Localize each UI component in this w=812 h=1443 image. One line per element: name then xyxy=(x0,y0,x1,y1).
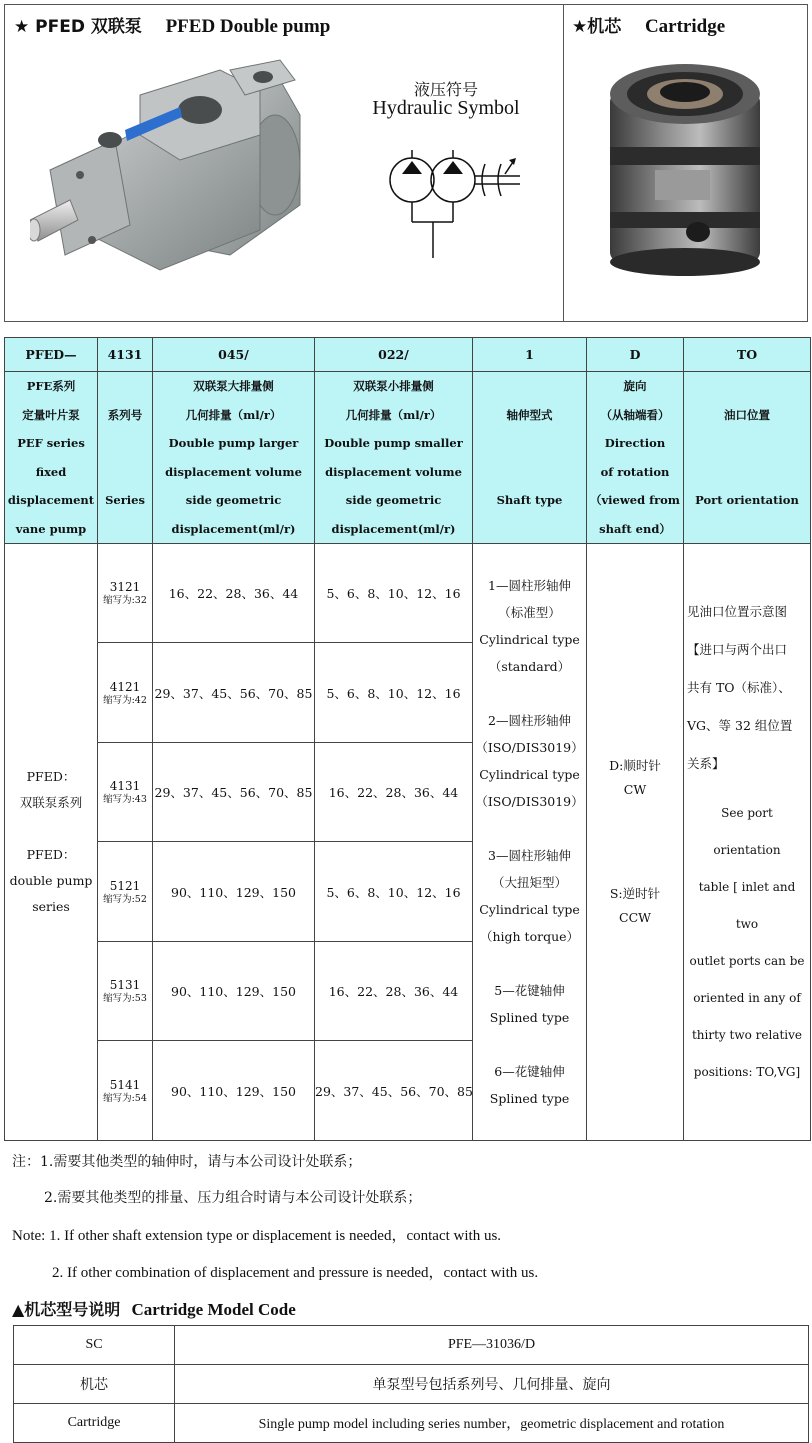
table-row xyxy=(14,1326,809,1365)
family-line: series xyxy=(32,899,70,914)
port-line: thirty two relative xyxy=(691,1028,803,1042)
shaft-type-cell xyxy=(473,544,587,1141)
top-divider xyxy=(563,4,564,322)
desc-line: side geometric xyxy=(185,493,282,507)
cartridge-row-label: Cartridge xyxy=(14,1404,175,1443)
spacer xyxy=(473,372,586,401)
shaft-line: Cylindrical type xyxy=(479,632,580,647)
port-line: 关系】 xyxy=(687,756,725,771)
desc-line: displacement volume xyxy=(165,464,302,479)
family-line: PFED： xyxy=(26,769,76,784)
shaft-line: （大扭矩型） xyxy=(491,875,567,890)
small-displacement-values: 5、6、8、10、12、16 xyxy=(315,643,473,743)
desc-line: 定量叶片泵 xyxy=(22,407,80,422)
series-abbr: 缩写为:42 xyxy=(103,694,147,706)
code-cell: 022/ xyxy=(315,338,473,372)
desc-line xyxy=(98,372,152,401)
desc-line: 几何排量（ml/r） xyxy=(185,407,282,422)
table-row xyxy=(14,1404,809,1443)
description-row xyxy=(5,372,811,544)
large-displacement-values: 90、110、129、150 xyxy=(153,942,315,1041)
note-cn-2: 2.需要其他类型的排量、压力组合时请与本公司设计处联系； xyxy=(44,1190,422,1206)
desc-series-number xyxy=(98,372,153,544)
desc-line: shaft end） xyxy=(599,521,671,536)
rotation-cw-cn: D:顺时针 xyxy=(609,758,661,773)
spacer xyxy=(473,429,586,486)
cartridge-model-title xyxy=(12,1297,296,1320)
pfed-spec-table xyxy=(4,337,811,1141)
desc-shaft-type xyxy=(473,372,587,544)
desc-line: side geometric xyxy=(345,493,442,507)
series-number: 4121 xyxy=(109,679,141,694)
double-pump-image xyxy=(30,55,330,280)
spacer xyxy=(687,783,807,795)
cartridge-title xyxy=(572,12,725,38)
note-cn-1: 注：1.需要其他类型的轴伸时，请与本公司设计处联系； xyxy=(12,1154,362,1170)
desc-line: 双联泵大排量侧 xyxy=(193,379,274,393)
port-line: 【进口与两个出口 xyxy=(687,642,788,657)
port-line: VG、等 32 组位置 xyxy=(687,718,793,733)
desc-line: Double pump smaller xyxy=(324,436,463,450)
code-row xyxy=(5,338,811,372)
port-line: See port orientation xyxy=(713,806,781,857)
series-cell xyxy=(98,942,153,1041)
shaft-line: 6—花键轴伸 xyxy=(494,1064,565,1079)
desc-line: displacement(ml/r) xyxy=(171,521,296,536)
symbol-label-en: Hydraulic Symbol xyxy=(372,97,520,119)
series-abbr: 缩写为:53 xyxy=(103,993,147,1004)
desc-line: fixed xyxy=(35,464,67,479)
table-row xyxy=(14,1365,809,1404)
desc-line: （从轴端看） xyxy=(600,407,670,422)
desc-line: vane pump xyxy=(15,521,87,536)
spacer xyxy=(473,815,586,842)
shaft-line: （ISO/DIS3019） xyxy=(475,794,584,809)
series-number: 4131 xyxy=(109,779,141,793)
shaft-line: Splined type xyxy=(489,1091,570,1106)
shaft-line: 3—圆柱形轴伸 xyxy=(488,848,571,863)
desc-large-displacement xyxy=(153,372,315,544)
series-number: 5131 xyxy=(109,978,141,992)
code-cell: 1 xyxy=(473,338,587,372)
spacer xyxy=(684,372,810,401)
family-line: double pump xyxy=(9,873,93,888)
port-line: positions: TO,VG] xyxy=(693,1065,801,1079)
shaft-line: 1—圆柱形轴伸 xyxy=(488,578,571,593)
small-displacement-values: 5、6、8、10、12、16 xyxy=(315,842,473,942)
large-displacement-values: 29、37、45、56、70、85 xyxy=(153,643,315,743)
rotation-ccw-cn: S:逆时针 xyxy=(609,886,661,901)
series-cell xyxy=(98,842,153,942)
cartridge-title-en: Cartridge xyxy=(644,16,726,37)
desc-line: displacement(ml/r) xyxy=(331,521,456,536)
desc-line: PEF series xyxy=(17,436,85,450)
series-family-cell xyxy=(5,544,98,1141)
spacer xyxy=(98,515,152,544)
port-line: 共有 TO（标准）、 xyxy=(687,680,791,695)
code-cell: TO xyxy=(684,338,811,372)
shaft-line: （standard） xyxy=(488,659,571,674)
small-displacement-values: 16、22、28、36、44 xyxy=(315,942,473,1041)
series-abbr: 缩写为:54 xyxy=(103,1092,147,1104)
desc-series-family xyxy=(5,372,98,544)
small-displacement-values: 16、22、28、36、44 xyxy=(315,743,473,842)
series-number: 5121 xyxy=(109,878,141,893)
pump-title xyxy=(14,12,330,38)
cartridge-row-value: Single pump model including series number，geometric displacement and rotation xyxy=(175,1404,809,1443)
cartridge-image xyxy=(600,52,770,277)
cartridge-row-value: 单泵型号包括系列号、几何排量、旋向 xyxy=(175,1365,809,1404)
desc-rotation xyxy=(587,372,684,544)
series-number: 3121 xyxy=(109,580,141,594)
rotation-cell xyxy=(587,544,684,1141)
rotation-cw-en: CW xyxy=(623,782,647,797)
desc-line: 系列号 xyxy=(107,407,143,422)
port-line: oriented in any of xyxy=(693,991,801,1005)
cartridge-title-cn: ★机芯 xyxy=(572,17,622,37)
family-line: 双联泵系列 xyxy=(19,795,83,810)
symbol-label-cn: 液压符号 xyxy=(413,82,478,99)
series-cell xyxy=(98,1041,153,1141)
desc-small-displacement xyxy=(315,372,473,544)
code-cell: PFED— xyxy=(5,338,98,372)
shaft-line: Cylindrical type xyxy=(479,902,580,917)
family-line: PFED： xyxy=(26,847,76,862)
rotation-ccw-en: CCW xyxy=(619,910,651,925)
cartridge-model-title-cn: ▲机芯型号说明 xyxy=(12,1300,121,1319)
desc-line: Port orientation xyxy=(695,493,799,507)
desc-line: Direction xyxy=(604,436,666,450)
port-line: outlet ports can be xyxy=(689,954,805,968)
desc-line: 几何排量（ml/r） xyxy=(345,407,442,422)
spacer xyxy=(587,802,683,882)
series-cell xyxy=(98,544,153,643)
spacer xyxy=(473,515,586,544)
spacer xyxy=(473,1031,586,1058)
series-abbr: 缩写为:52 xyxy=(103,893,147,905)
small-displacement-values: 29、37、45、56、70、85 xyxy=(315,1041,473,1141)
large-displacement-values: 16、22、28、36、44 xyxy=(153,544,315,643)
hydraulic-symbol-diagram xyxy=(385,150,525,260)
spacer xyxy=(473,680,586,707)
shaft-line: （high torque） xyxy=(479,929,580,944)
shaft-line: Splined type xyxy=(489,1010,570,1025)
desc-line: displacement volume xyxy=(325,464,462,479)
series-cell xyxy=(98,643,153,743)
cartridge-row-label: 机芯 xyxy=(14,1365,175,1404)
cartridge-model-title-en: Cartridge Model Code xyxy=(131,1300,296,1319)
table-row xyxy=(5,544,811,643)
pump-title-cn: ★ PFED 双联泵 xyxy=(14,17,142,37)
desc-line: PFE系列 xyxy=(26,379,76,393)
small-displacement-values: 5、6、8、10、12、16 xyxy=(315,544,473,643)
series-abbr: 缩写为:43 xyxy=(103,794,147,805)
large-displacement-values: 29、37、45、56、70、85 xyxy=(153,743,315,842)
code-cell: 4131 xyxy=(98,338,153,372)
cartridge-model-table xyxy=(13,1325,809,1443)
desc-line: displacement xyxy=(7,493,95,507)
cartridge-row-value: PFE—31036/D xyxy=(175,1326,809,1365)
shaft-line: （ISO/DIS3019） xyxy=(475,740,584,755)
large-displacement-values: 90、110、129、150 xyxy=(153,1041,315,1141)
large-displacement-values: 90、110、129、150 xyxy=(153,842,315,942)
desc-line: （viewed from xyxy=(590,493,680,507)
desc-line: Double pump larger xyxy=(168,436,299,450)
desc-line: 轴伸型式 xyxy=(506,407,553,422)
cartridge-row-label: SC xyxy=(14,1326,175,1365)
desc-line: 油口位置 xyxy=(724,407,770,422)
spacer xyxy=(684,429,810,486)
shaft-line: （标准型） xyxy=(498,605,561,620)
desc-line: 旋向 xyxy=(623,379,647,393)
spacer xyxy=(5,816,97,842)
series-cell xyxy=(98,743,153,842)
port-line: table [ inlet and two xyxy=(698,880,796,931)
spacer xyxy=(98,429,152,486)
note-en-2: 2. If other combination of displacement and pressure is needed，contact with us. xyxy=(52,1265,539,1281)
spacer xyxy=(684,515,810,544)
port-orientation-cell xyxy=(684,544,811,1141)
series-abbr: 缩写为:32 xyxy=(103,595,147,606)
desc-line: Series xyxy=(105,493,145,507)
port-line: 见油口位置示意图 xyxy=(687,604,788,619)
desc-port-orientation xyxy=(684,372,811,544)
code-cell: 045/ xyxy=(153,338,315,372)
shaft-line: Cylindrical type xyxy=(479,767,580,782)
code-cell: D xyxy=(587,338,684,372)
series-number: 5141 xyxy=(109,1077,141,1092)
desc-line: 双联泵小排量侧 xyxy=(353,379,434,393)
spacer xyxy=(473,950,586,977)
pump-title-en: PFED Double pump xyxy=(165,16,331,37)
note-en-1: Note: 1. If other shaft extension type or displacement is needed，contact with us. xyxy=(12,1228,502,1244)
desc-line: Shaft type xyxy=(496,493,563,507)
shaft-line: 2—圆柱形轴伸 xyxy=(488,713,571,728)
shaft-line: 5—花键轴伸 xyxy=(494,983,565,998)
desc-line: of rotation xyxy=(600,464,670,479)
